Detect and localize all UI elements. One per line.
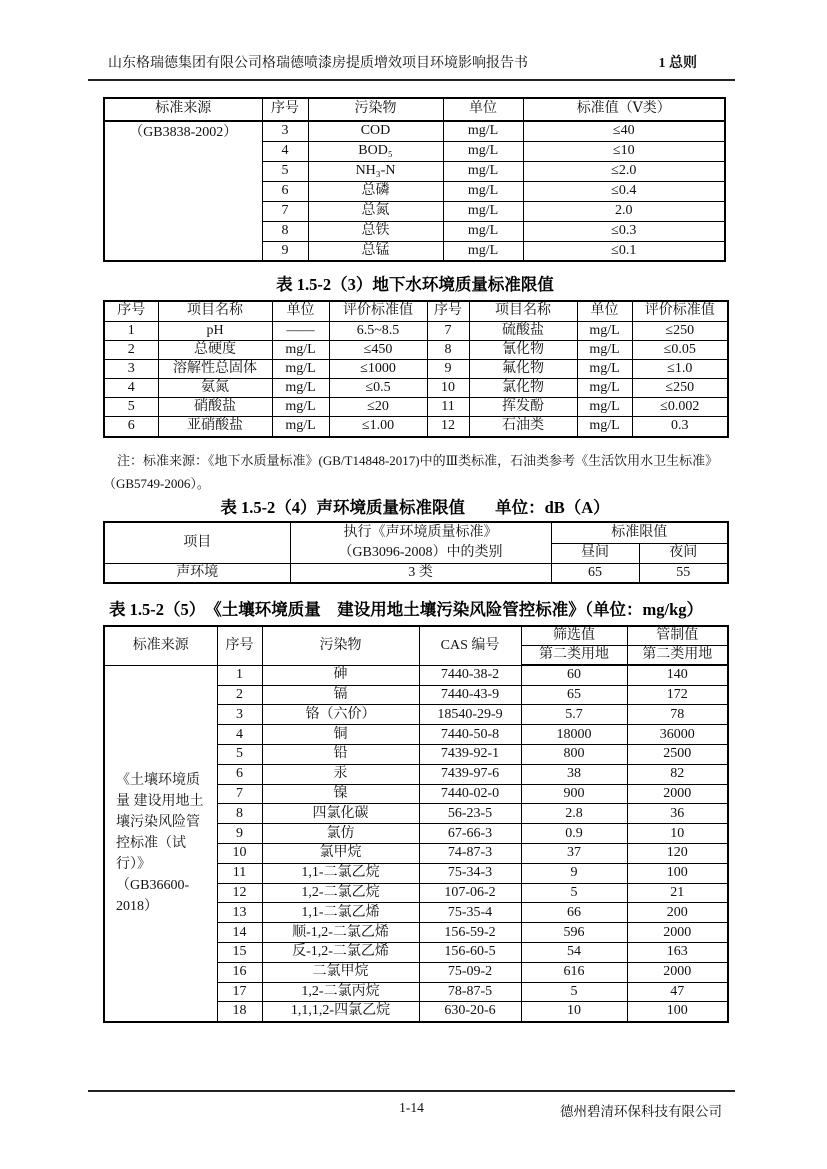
- cell: ≤20: [329, 398, 427, 417]
- cell: 630-20-6: [419, 1002, 521, 1022]
- page-header: [88, 0, 735, 81]
- cell: 74-87-3: [419, 844, 521, 864]
- cell: 2.0: [523, 201, 725, 221]
- cell: 140: [627, 665, 728, 685]
- col-header-value: 评价标准值: [632, 301, 728, 321]
- cell: 亚硝酸盐: [158, 417, 272, 437]
- cell: mg/L: [577, 321, 632, 340]
- cell: 6: [262, 181, 308, 201]
- cell: 9: [427, 359, 469, 378]
- cell: 38: [521, 764, 627, 784]
- cell: NH₃-N: [308, 161, 443, 181]
- cell: 800: [521, 745, 627, 765]
- cell: 二氯甲烷: [262, 962, 419, 982]
- cell: 36000: [627, 725, 728, 745]
- col-header-no: 序号: [104, 301, 158, 321]
- cell: mg/L: [272, 379, 329, 398]
- cell: 54: [521, 943, 627, 963]
- soil-standard-table: [103, 625, 729, 1023]
- cell: 7: [262, 201, 308, 221]
- cell: 78-87-5: [419, 982, 521, 1002]
- cell: 氨氮: [158, 379, 272, 398]
- cell: 100: [627, 863, 728, 883]
- cell: 15: [217, 943, 262, 963]
- cell: 200: [627, 903, 728, 923]
- cell: 4: [217, 725, 262, 745]
- cell: 总磷: [308, 181, 443, 201]
- cell: ≤10: [523, 141, 725, 161]
- cell: mg/L: [443, 121, 523, 141]
- class-header-line1: 执行《声环境质量标准》: [343, 525, 498, 540]
- cell: 声环境: [104, 564, 290, 584]
- cell: 12: [217, 883, 262, 903]
- standard-source-cell: （GB3838-2002）: [104, 121, 262, 261]
- cell: 汞: [262, 764, 419, 784]
- table-row: [104, 359, 728, 378]
- table-row: [104, 321, 728, 340]
- surface-water-standard-table: [103, 97, 726, 262]
- cell: 镉: [262, 685, 419, 705]
- cell: 107-06-2: [419, 883, 521, 903]
- cell: 氟化物: [469, 359, 577, 378]
- cell: 7440-38-2: [419, 665, 521, 685]
- cell: mg/L: [443, 221, 523, 241]
- cell: 5: [521, 883, 627, 903]
- cell: 2: [217, 685, 262, 705]
- col-header-pollutant: 污染物: [308, 98, 443, 121]
- col-header-unit: 单位: [577, 301, 632, 321]
- table-header-row: [104, 98, 725, 121]
- cell: 镍: [262, 784, 419, 804]
- cell: mg/L: [443, 141, 523, 161]
- cell: 7439-97-6: [419, 764, 521, 784]
- cell: 17: [217, 982, 262, 1002]
- cell: 5: [521, 982, 627, 1002]
- cell: 100: [627, 1002, 728, 1022]
- cell: 2500: [627, 745, 728, 765]
- col-header-source: 标准来源: [104, 98, 262, 121]
- col-header-no: 序号: [217, 626, 262, 665]
- table-header-row: [104, 522, 728, 543]
- cell: 5.7: [521, 705, 627, 725]
- cell: mg/L: [443, 161, 523, 181]
- cell: mg/L: [577, 359, 632, 378]
- cell: mg/L: [443, 201, 523, 221]
- cell: 7440-43-9: [419, 685, 521, 705]
- note-line: 注：标准来源：《地下水质量标准》(GB/T14848-2017)中的Ⅲ类标准，石油类参考《生活饮用水卫生标准》: [117, 453, 719, 468]
- cell: mg/L: [443, 241, 523, 261]
- cell: 12: [427, 417, 469, 437]
- cell: 11: [427, 398, 469, 417]
- cell: ≤0.4: [523, 181, 725, 201]
- cell: 65: [521, 685, 627, 705]
- cell: mg/L: [577, 379, 632, 398]
- cell: 铜: [262, 725, 419, 745]
- cell: 铅: [262, 745, 419, 765]
- table-header-row: [104, 301, 728, 321]
- cell: 总氮: [308, 201, 443, 221]
- col-header-day: 昼间: [551, 543, 639, 563]
- cell: 13: [217, 903, 262, 923]
- table-row: [104, 121, 725, 141]
- cell: 66: [521, 903, 627, 923]
- table-row: [104, 665, 728, 685]
- cell: ——: [272, 321, 329, 340]
- cell: mg/L: [272, 398, 329, 417]
- col-header-source: 标准来源: [104, 626, 217, 665]
- cell: 8: [427, 340, 469, 359]
- cell: 砷: [262, 665, 419, 685]
- cell: 1,2-二氯乙烷: [262, 883, 419, 903]
- cell: mg/L: [272, 417, 329, 437]
- company-name: 德州碧清环保科技有限公司: [560, 1104, 722, 1119]
- cell: 0.3: [632, 417, 728, 437]
- cell: 5: [262, 161, 308, 181]
- cell: 6: [104, 417, 158, 437]
- col-header-item: 项目名称: [158, 301, 272, 321]
- cell: 37: [521, 844, 627, 864]
- class-header-line2: （GB3096-2008）中的类别: [338, 545, 503, 560]
- cell: 溶解性总固体: [158, 359, 272, 378]
- col-header-class: [290, 522, 551, 564]
- cell: 7439-92-1: [419, 745, 521, 765]
- cell: ≤0.3: [523, 221, 725, 241]
- cell: mg/L: [272, 340, 329, 359]
- cell: ≤2.0: [523, 161, 725, 181]
- cell: 1: [104, 321, 158, 340]
- soil-table-title: 表 1.5-2（5） 《土壤环境质量 建设用地土壤污染风险管控标准》（单位：mg/kg）: [109, 600, 703, 619]
- noise-table-title: [103, 494, 727, 518]
- cell: 156-59-2: [419, 923, 521, 943]
- cell: 1,1,1,2-四氯乙烷: [262, 1002, 419, 1022]
- col-header-value: 评价标准值: [329, 301, 427, 321]
- report-title: 山东格瑞德集团有限公司格瑞德喷漆房提质增效项目环境影响报告书: [108, 56, 528, 71]
- cell: ≤1.00: [329, 417, 427, 437]
- cell: 挥发酚: [469, 398, 577, 417]
- cell: 75-34-3: [419, 863, 521, 883]
- cell: 4: [262, 141, 308, 161]
- cell: mg/L: [443, 181, 523, 201]
- cell: 67-66-3: [419, 824, 521, 844]
- table-row: [104, 564, 728, 584]
- noise-title-unit: 单位：dB（A）: [495, 498, 610, 517]
- cell: 9: [217, 824, 262, 844]
- cell: mg/L: [577, 340, 632, 359]
- cell: ≤450: [329, 340, 427, 359]
- cell: 7440-50-8: [419, 725, 521, 745]
- cell: 2000: [627, 784, 728, 804]
- cell: 10: [521, 1002, 627, 1022]
- noise-standard-table: [103, 521, 729, 584]
- cell: ≤0.1: [523, 241, 725, 261]
- cell: 6: [217, 764, 262, 784]
- cell: 4: [104, 379, 158, 398]
- table-row: [104, 398, 728, 417]
- cell: 1: [217, 665, 262, 685]
- cell: mg/L: [272, 359, 329, 378]
- col-header-land-type: 第二类用地: [627, 646, 728, 666]
- cell: 163: [627, 943, 728, 963]
- noise-title-text: 表 1.5-2（4）声环境质量标准限值: [220, 498, 466, 517]
- cell: pH: [158, 321, 272, 340]
- table-row: [104, 379, 728, 398]
- cell: 氯甲烷: [262, 844, 419, 864]
- cell: 21: [627, 883, 728, 903]
- cell: 172: [627, 685, 728, 705]
- cell: 120: [627, 844, 728, 864]
- chapter-label: 1 总则: [658, 56, 697, 71]
- groundwater-table-title: 表 1.5-2（3）地下水环境质量标准限值: [276, 275, 554, 294]
- cell: 7: [217, 784, 262, 804]
- cell: 硝酸盐: [158, 398, 272, 417]
- cell: 9: [262, 241, 308, 261]
- cell: ≤250: [632, 321, 728, 340]
- groundwater-standard-table: [103, 300, 729, 438]
- cell: 3: [262, 121, 308, 141]
- cell: 616: [521, 962, 627, 982]
- cell: 硫酸盐: [469, 321, 577, 340]
- col-header-pollutant: 污染物: [262, 626, 419, 665]
- cell: 总锰: [308, 241, 443, 261]
- col-header-land-type: 第二类用地: [521, 646, 627, 666]
- cell: 47: [627, 982, 728, 1002]
- cell: 596: [521, 923, 627, 943]
- cell: 1,2-二氯丙烷: [262, 982, 419, 1002]
- col-header-unit: 单位: [272, 301, 329, 321]
- cell: 75-09-2: [419, 962, 521, 982]
- cell: 石油类: [469, 417, 577, 437]
- page-number: 1-14: [399, 1100, 424, 1115]
- cell: 5: [217, 745, 262, 765]
- cell: COD: [308, 121, 443, 141]
- cell: 18540-29-9: [419, 705, 521, 725]
- col-header-value: 标准值（Ⅴ类）: [523, 98, 725, 121]
- cell: ≤1.0: [632, 359, 728, 378]
- cell: ≤0.05: [632, 340, 728, 359]
- col-header-control: 管制值: [627, 626, 728, 646]
- cell: 0.9: [521, 824, 627, 844]
- cell: 7440-02-0: [419, 784, 521, 804]
- cell: 78: [627, 705, 728, 725]
- cell: ≤250: [632, 379, 728, 398]
- groundwater-table-note: [103, 449, 733, 495]
- cell: 氰化物: [469, 340, 577, 359]
- cell: ≤0.002: [632, 398, 728, 417]
- cell: 2000: [627, 923, 728, 943]
- cell: 3: [104, 359, 158, 378]
- col-header-night: 夜间: [639, 543, 728, 563]
- col-header-item: 项目名称: [469, 301, 577, 321]
- cell: 10: [217, 844, 262, 864]
- cell: 3 类: [290, 564, 551, 584]
- cell: ≤1000: [329, 359, 427, 378]
- cell: 18: [217, 1002, 262, 1022]
- cell: 900: [521, 784, 627, 804]
- cell: 16: [217, 962, 262, 982]
- cell: 6.5~8.5: [329, 321, 427, 340]
- table-row: [104, 417, 728, 437]
- cell: 55: [639, 564, 728, 584]
- cell: 8: [217, 804, 262, 824]
- cell: 总硬度: [158, 340, 272, 359]
- cell: 铬（六价）: [262, 705, 419, 725]
- cell: 氯仿: [262, 824, 419, 844]
- cell: 10: [427, 379, 469, 398]
- cell: 60: [521, 665, 627, 685]
- cell: mg/L: [577, 398, 632, 417]
- cell: 14: [217, 923, 262, 943]
- cell: 36: [627, 804, 728, 824]
- cell: 7: [427, 321, 469, 340]
- cell: 5: [104, 398, 158, 417]
- cell: mg/L: [577, 417, 632, 437]
- col-header-limit: 标准限值: [551, 522, 728, 543]
- cell: 56-23-5: [419, 804, 521, 824]
- cell: ≤40: [523, 121, 725, 141]
- table-header-row: [104, 626, 728, 646]
- cell: 9: [521, 863, 627, 883]
- cell: 65: [551, 564, 639, 584]
- cell: 18000: [521, 725, 627, 745]
- cell: 顺-1,2-二氯乙烯: [262, 923, 419, 943]
- cell: BOD₅: [308, 141, 443, 161]
- cell: 3: [217, 705, 262, 725]
- cell: 2.8: [521, 804, 627, 824]
- col-header-unit: 单位: [443, 98, 523, 121]
- cell: 75-35-4: [419, 903, 521, 923]
- standard-source-cell: 《土壤环境质量 建设用地土壤污染风险管控标准（试行）》（GB36600-2018）: [104, 665, 217, 1021]
- col-header-no: 序号: [262, 98, 308, 121]
- cell: 2000: [627, 962, 728, 982]
- cell: 11: [217, 863, 262, 883]
- cell: 总铁: [308, 221, 443, 241]
- cell: 氯化物: [469, 379, 577, 398]
- table-row: [104, 340, 728, 359]
- cell: 1,1-二氯乙烯: [262, 903, 419, 923]
- cell: 四氯化碳: [262, 804, 419, 824]
- col-header-no: 序号: [427, 301, 469, 321]
- cell: 反-1,2-二氯乙烯: [262, 943, 419, 963]
- cell: ≤0.5: [329, 379, 427, 398]
- cell: 10: [627, 824, 728, 844]
- col-header-item: 项目: [104, 522, 290, 564]
- note-line: （GB5749-2006）。: [103, 476, 210, 491]
- cell: 8: [262, 221, 308, 241]
- cell: 156-60-5: [419, 943, 521, 963]
- page-footer: [88, 1090, 735, 1120]
- col-header-cas: CAS 编号: [419, 626, 521, 665]
- cell: 2: [104, 340, 158, 359]
- cell: 82: [627, 764, 728, 784]
- cell: 1,1-二氯乙烷: [262, 863, 419, 883]
- col-header-screen: 筛选值: [521, 626, 627, 646]
